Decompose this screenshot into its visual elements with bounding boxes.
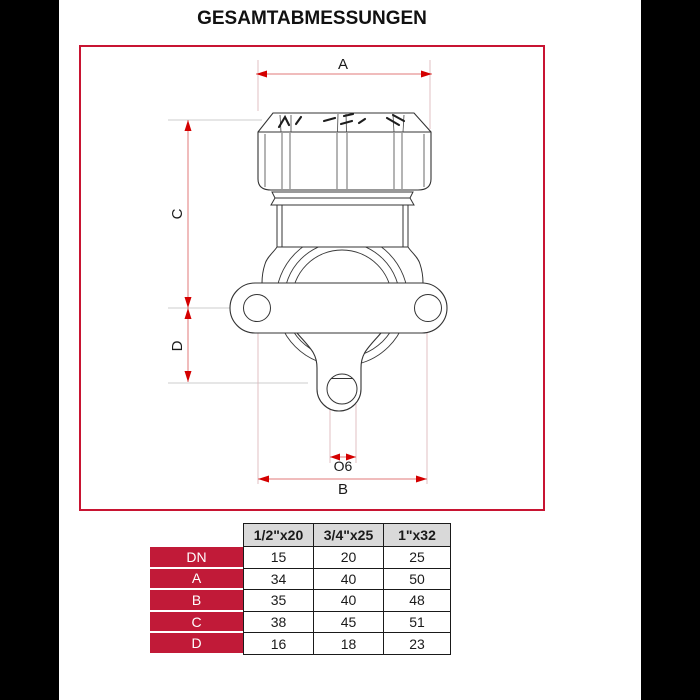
row-label-a: A [150, 569, 243, 589]
cell-dn-3: 25 [384, 547, 451, 569]
dimensions-table [243, 523, 451, 655]
cell-a-3: 50 [384, 568, 451, 590]
right-letterbox-bar [641, 0, 700, 700]
cell-d-1: 16 [244, 633, 314, 655]
cell-a-2: 40 [314, 568, 384, 590]
dim-label-c: C [169, 208, 186, 220]
row-label-d: D [150, 633, 243, 653]
collar-steps [271, 192, 414, 205]
mounting-hole-left [244, 295, 271, 322]
cell-b-2: 40 [314, 590, 384, 612]
row-label-c: C [150, 612, 243, 632]
dim-label-b: B [337, 481, 349, 498]
cell-a-1: 34 [244, 568, 314, 590]
table-header-size1: 1/2"x20 [244, 524, 314, 547]
table-header-size3: 1"x32 [384, 524, 451, 547]
cap [258, 113, 431, 190]
dim-label-a: A [337, 56, 349, 73]
table-row [244, 568, 451, 590]
cell-b-1: 35 [244, 590, 314, 612]
cell-d-2: 18 [314, 633, 384, 655]
row-label-b: B [150, 590, 243, 610]
cell-d-3: 23 [384, 633, 451, 655]
cell-dn-1: 15 [244, 547, 314, 569]
valve-dimension-drawing [79, 45, 545, 511]
cell-c-2: 45 [314, 611, 384, 633]
table-row [244, 590, 451, 612]
table-row [244, 547, 451, 569]
dim-label-hole: O6 [333, 458, 353, 474]
mounting-hole-right [415, 295, 442, 322]
cell-dn-2: 20 [314, 547, 384, 569]
page-title: GESAMTABMESSUNGEN [197, 8, 427, 29]
cell-c-3: 51 [384, 611, 451, 633]
body-tube-fill [276, 204, 409, 247]
cell-b-3: 48 [384, 590, 451, 612]
table-row [244, 611, 451, 633]
table-header-size2: 3/4"x25 [314, 524, 384, 547]
dim-label-d: D [169, 340, 186, 352]
table-header-row [244, 524, 451, 547]
row-label-dn: DN [150, 547, 243, 567]
table-row [244, 633, 451, 655]
table-label-column [150, 547, 243, 655]
cell-c-1: 38 [244, 611, 314, 633]
left-letterbox-bar [0, 0, 59, 700]
